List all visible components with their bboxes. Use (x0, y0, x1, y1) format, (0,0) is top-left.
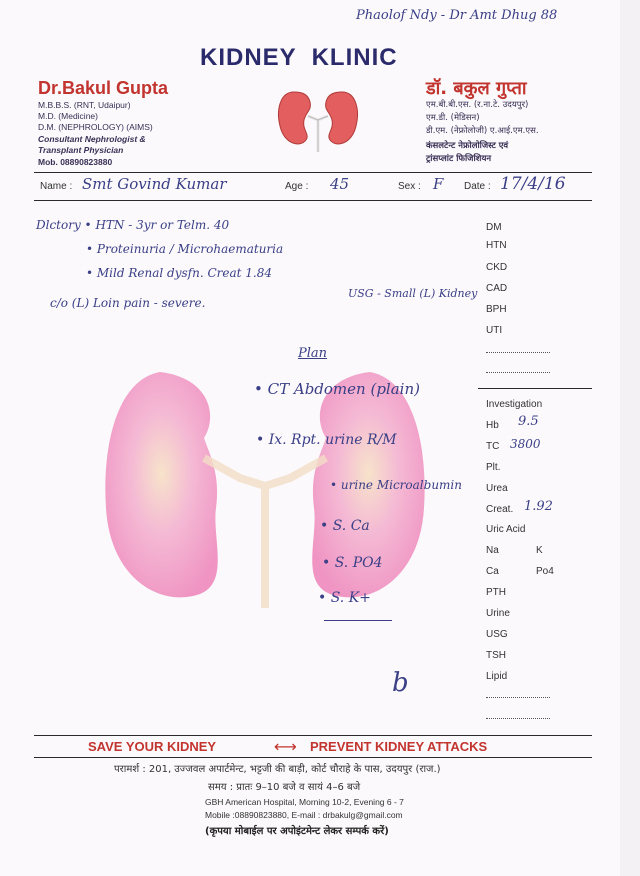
qualification-en-3: D.M. (NEPHROLOGY) (AIMS) (38, 122, 153, 132)
inv-tc: TC (486, 441, 500, 452)
plan-item-5: • S. PO4 (322, 555, 383, 571)
left-kidney-watermark-icon (105, 372, 217, 597)
slogan-arrow-icon: ⟷ (274, 739, 297, 756)
handwritten-referral: Phaolof Ndy - Dr Amt Dhug 88 (356, 8, 558, 23)
date-label: Date : (464, 181, 491, 192)
condition-cad: CAD (486, 283, 508, 294)
condition-htn: HTN (486, 240, 507, 251)
inv-lipid: Lipid (486, 671, 508, 682)
inv-k: K (536, 545, 543, 556)
qualification-en-2: M.D. (Medicine) (38, 111, 98, 121)
role-hi-2: ट्रांसप्लांट फिजिशियन (426, 154, 492, 164)
condition-bph: BPH (486, 304, 507, 315)
condition-dm: DM (486, 222, 502, 233)
qualification-hi-2: एम.डी. (मेडिसन) (426, 113, 480, 123)
inv-hb: Hb (486, 420, 499, 431)
role-en-1: Consultant Nephrologist & (38, 134, 146, 144)
name-label: Name : (40, 181, 73, 192)
inv-plt: Plt. (486, 462, 501, 473)
inv-usg: USG (486, 629, 508, 640)
plan-item-4: • S. Ca (320, 518, 370, 534)
slogan-right: PREVENT KIDNEY ATTACKS (310, 739, 488, 754)
usg-note: USG - Small (L) Kidney (348, 287, 478, 300)
inv-urine: Urine (486, 608, 510, 619)
role-hi-1: कंसलटेन्ट नेफ्रोलोजिस्ट एवं (426, 141, 509, 151)
sex-label: Sex : (398, 181, 421, 192)
history-line-2: • Proteinuria / Microhaematuria (86, 242, 284, 256)
plan-title: Plan (298, 346, 328, 361)
patient-name[interactable]: Smt Govind Kumar (82, 175, 227, 193)
doctor-name-hi: डॉ. बकुल गुप्ता (426, 78, 527, 99)
plan-item-2: • Ix. Rpt. urine R/M (256, 432, 397, 448)
role-en-2: Transplant Physician (38, 145, 124, 155)
condition-uti: UTI (486, 325, 503, 336)
age-label: Age : (285, 181, 309, 192)
slogan-left: SAVE YOUR KIDNEY (88, 739, 217, 754)
inv-urea: Urea (486, 483, 508, 494)
complaint-line: c/o (L) Loin pain - severe. (50, 296, 206, 310)
visit-date[interactable]: 17/4/16 (500, 174, 566, 194)
right-kidney-logo-icon (326, 92, 358, 144)
inv-tsh: TSH (486, 650, 506, 661)
inv-pth: PTH (486, 587, 506, 598)
plan-item-3: • urine Microalbumin (330, 478, 462, 492)
inv-tc-value[interactable]: 3800 (510, 437, 541, 451)
plan-item-6: • S. K+ (318, 590, 371, 606)
footer-hospital: GBH American Hospital, Morning 10-2, Evening 6 - 7 (205, 797, 404, 807)
inv-ca: Ca (486, 566, 499, 577)
doctor-name-en: Dr.Bakul Gupta (38, 78, 169, 98)
patient-sex[interactable]: F (433, 175, 444, 193)
qualification-en-1: M.B.B.S. (RNT, Udaipur) (38, 100, 131, 110)
inv-na: Na (486, 545, 499, 556)
footer-address: परामर्श : 201, उज्जवल अपार्टमेन्ट, भट्टजी की बाड़ी, कोर्ट चौराहे के पास, उदयपुर (राज.) (114, 764, 441, 775)
qualification-hi-1: एम.बी.बी.एस. (र.ना.टे. उदयपुर) (426, 100, 529, 110)
investigation-title: Investigation (486, 399, 543, 410)
inv-creat-value[interactable]: 1.92 (524, 499, 553, 514)
history-line-3: • Mild Renal dysfn. Creat 1.84 (86, 266, 272, 280)
qualification-hi-3: डी.एम. (नेफ्रोलोजी) ए.आई.एम.एस. (426, 126, 539, 136)
kidney-logo (272, 86, 364, 156)
plan-item-1: • CT Abdomen (plain) (254, 380, 420, 398)
left-kidney-logo-icon (279, 92, 311, 144)
doctor-signature: b (392, 668, 409, 698)
clinic-title: KIDNEY KLINIC (200, 44, 398, 71)
footer-contact: Mobile :08890823880, E-mail : drbakulg@gmail.com (205, 810, 403, 820)
mobile-en: Mob. 08890823880 (38, 157, 113, 167)
inv-creat: Creat. (486, 504, 514, 515)
patient-age[interactable]: 45 (330, 175, 350, 193)
history-line-1: Dlctory • HTN - 3yr or Telm. 40 (36, 218, 230, 232)
footer-timing: समय : प्रातः 9–10 बजे व सायं 4–6 बजे (208, 782, 361, 793)
inv-uric-acid: Uric Acid (486, 524, 526, 535)
footer-note: (कृपया मोबाईल पर अपोइंटमेन्ट लेकर सम्पर्क करें) (205, 826, 389, 837)
condition-ckd: CKD (486, 262, 508, 273)
inv-po4: Po4 (536, 566, 554, 577)
inv-hb-value[interactable]: 9.5 (518, 414, 539, 429)
